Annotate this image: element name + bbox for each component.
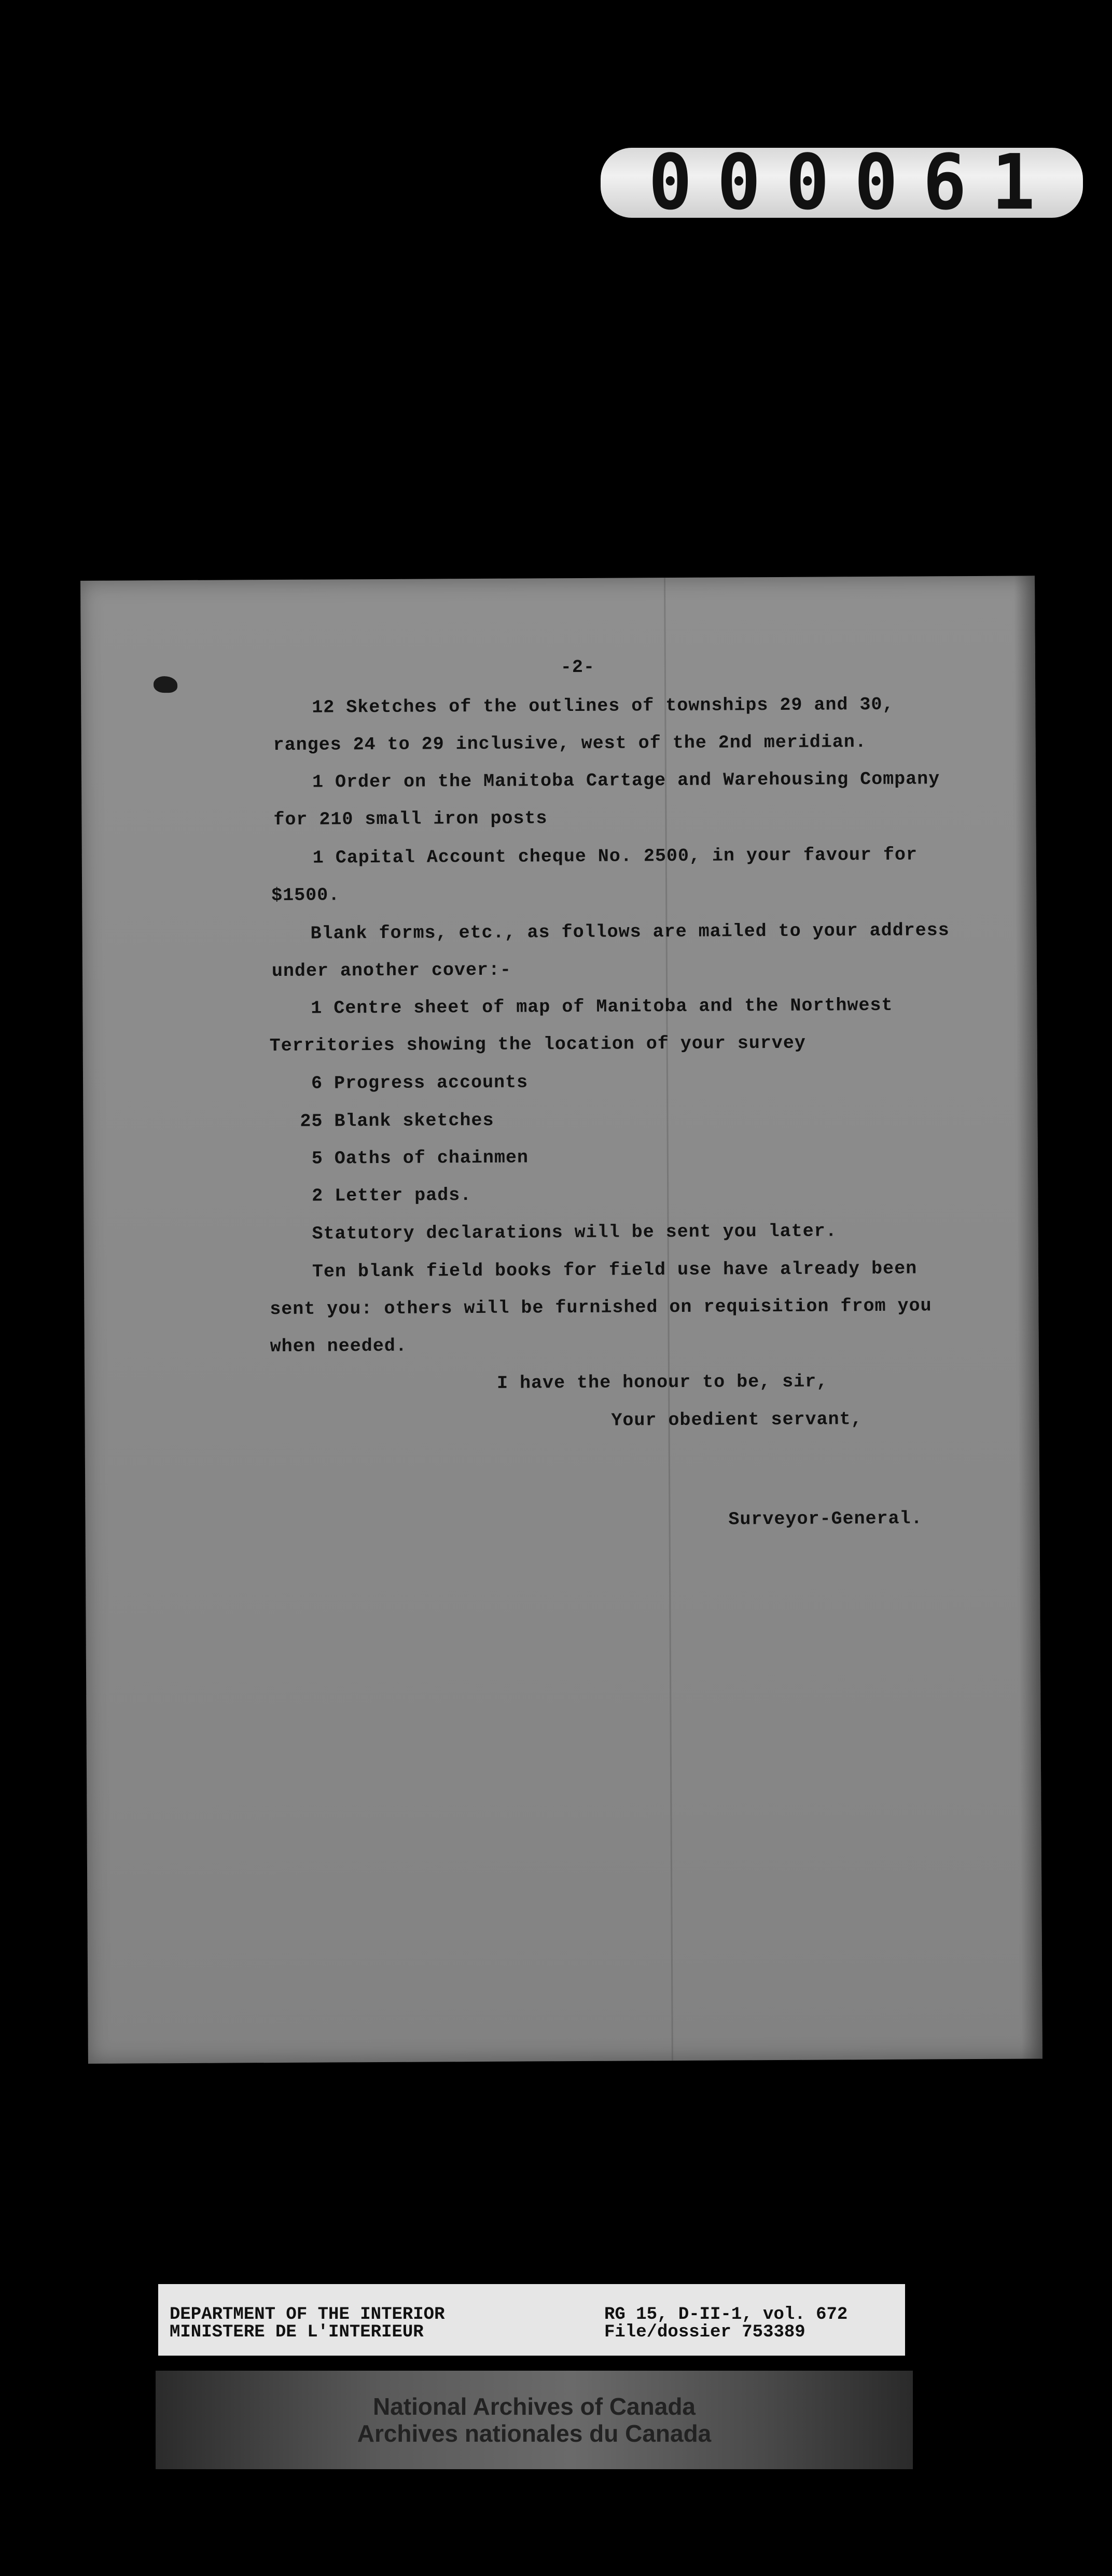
archive-name-fr: Archives nationales du Canada <box>357 2420 712 2447</box>
letter-line: 6 Progress accounts <box>311 1072 529 1094</box>
frame-number-label <box>601 138 1083 227</box>
department-fr: MINISTERE DE L'INTERIEUR <box>170 2322 424 2342</box>
letter-line: 25 Blank sketches <box>300 1110 494 1132</box>
letter-line: Ten blank field books for field use have already been <box>312 1258 918 1282</box>
letter-line: Statutory declarations will be sent you later. <box>312 1221 837 1244</box>
signature-title: Surveyor-General. <box>728 1508 923 1530</box>
closing-line: Your obedient servant, <box>611 1409 863 1431</box>
record-group-reference: RG 15, D-II-1, vol. 672 <box>604 2305 848 2325</box>
archival-reference-label <box>158 2284 905 2356</box>
letter-line: Blank forms, etc., as follows are mailed to your address <box>310 920 950 944</box>
letter-line: 12 Sketches of the outlines of townships 29 and 30, <box>312 694 894 718</box>
department-names <box>170 2306 445 2341</box>
letter-line: Territories showing the location of your survey <box>269 1032 806 1057</box>
reference-numbers <box>604 2306 847 2341</box>
page-number: -2- <box>560 656 595 678</box>
letter-line: 2 Letter pads. <box>312 1185 472 1207</box>
letter-line: $1500. <box>271 885 340 906</box>
letter-line: when needed. <box>270 1335 407 1357</box>
closing-line: I have the honour to be, sir, <box>497 1371 828 1394</box>
letter-line: 5 Oaths of chainmen <box>311 1147 529 1169</box>
letter-page <box>80 576 1042 2064</box>
letter-line: ranges 24 to 29 inclusive, west of the 2nd meridian. <box>273 732 867 756</box>
letter-line: sent you: others will be furnished on requisition from you <box>270 1295 932 1320</box>
file-reference: File/dossier 753389 <box>604 2322 805 2342</box>
letter-line: 1 Capital Account cheque No. 2500, in your favour for <box>312 844 918 869</box>
frame-number: 000061 <box>648 138 1060 227</box>
letter-line: 1 Centre sheet of map of Manitoba and the Northwest <box>311 995 893 1019</box>
letter-line: under another cover:- <box>271 959 512 982</box>
letter-body <box>80 576 1037 1530</box>
archive-stamp <box>156 2371 913 2469</box>
letter-line: 1 Order on the Manitoba Cartage and Warehousing Company <box>312 768 940 793</box>
department-en: DEPARTMENT OF THE INTERIOR <box>170 2305 445 2325</box>
letter-line: for 210 small iron posts <box>273 808 548 831</box>
archive-name-en: National Archives of Canada <box>372 2393 696 2420</box>
